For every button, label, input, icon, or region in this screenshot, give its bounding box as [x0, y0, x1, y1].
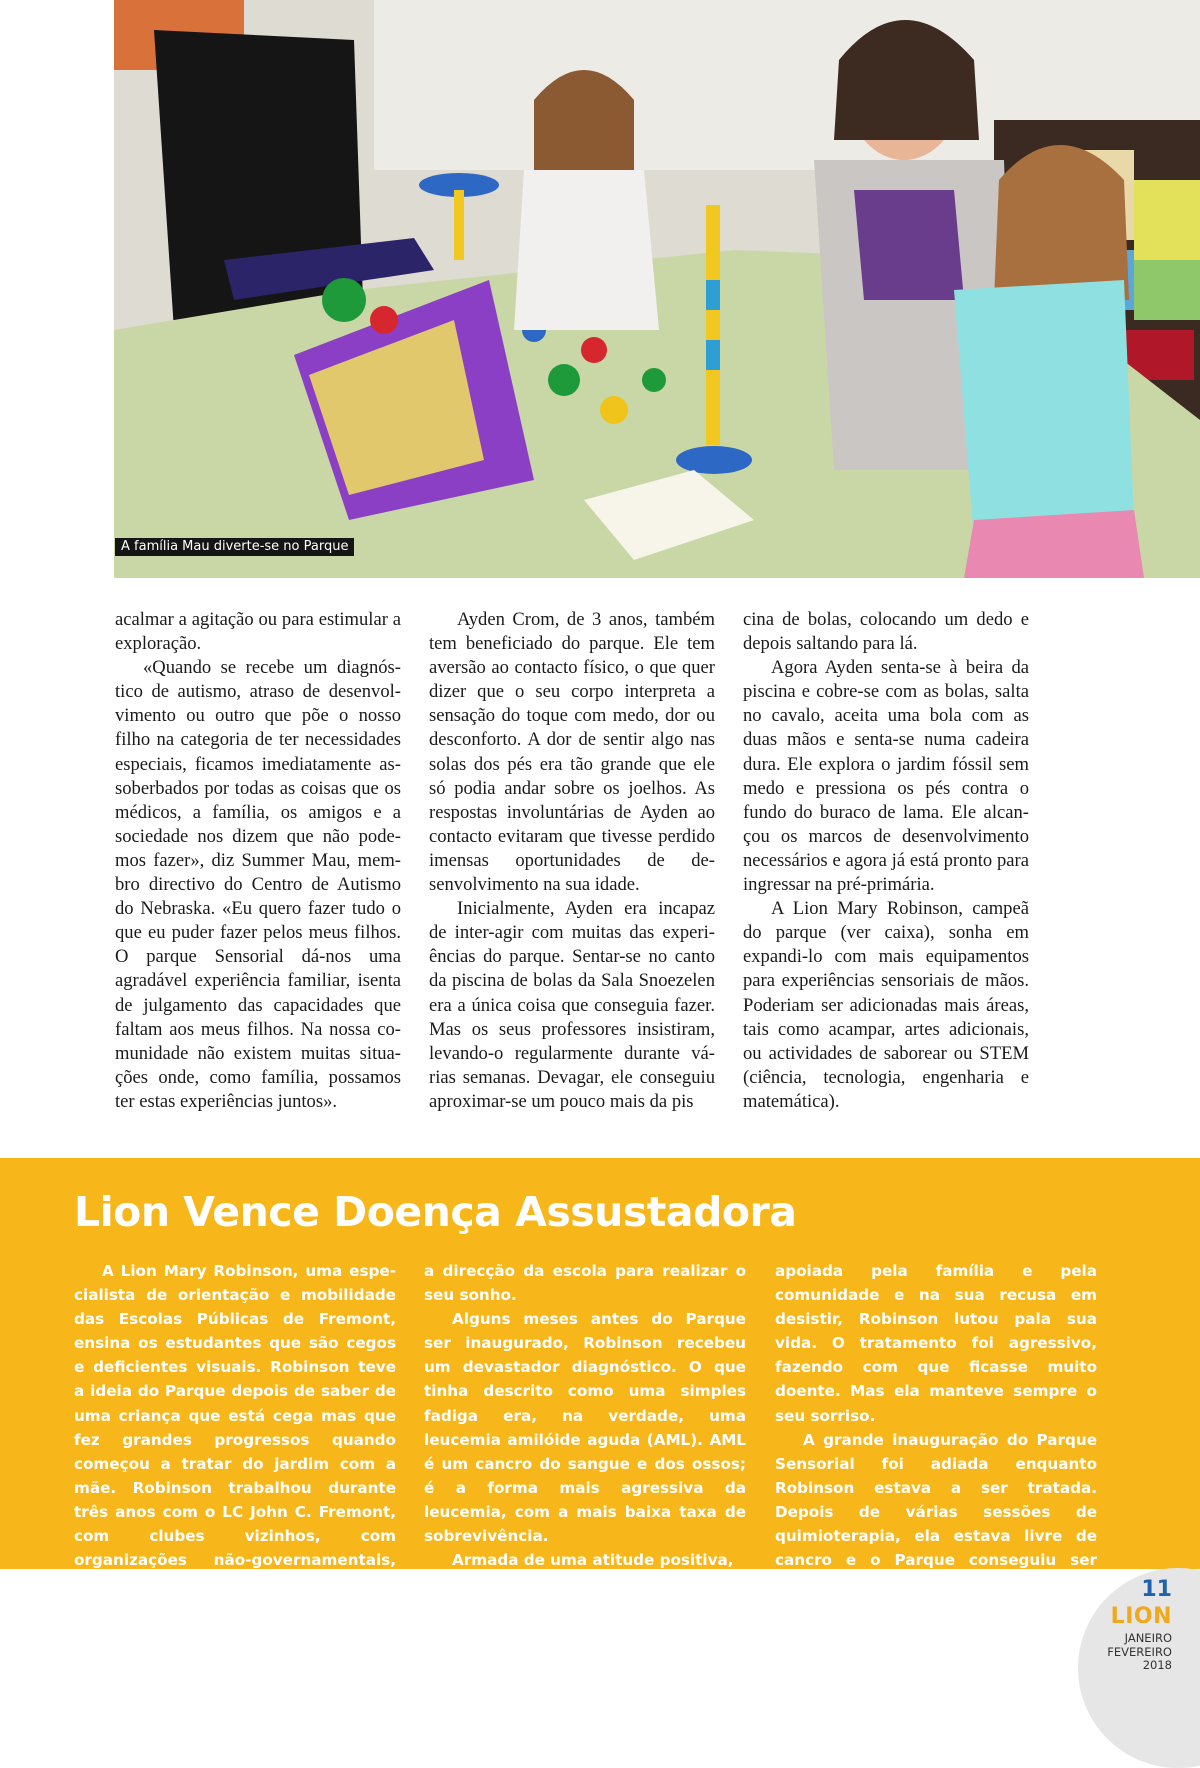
sidebar-column-3	[775, 1259, 1097, 1596]
article-column-1	[115, 608, 401, 1114]
sidebar-paragraph: Armada de uma atitude positiva,	[452, 1551, 734, 1570]
article-paragraph: cina de bolas, colocando um dedo e depois saltando para lá.	[743, 609, 1029, 655]
article-paragraph: Inicialmente, Ayden era incapaz de inter-agir com muitas das experiências do parque. Sentar-se no canto da piscina de bolas da Sala Snoezelen era a única coisa que conseguia fazer. Mas os seus professores insistiram, levando-o regularmente durante várias semanas. Devagar, ele conseguiu aproximar-se um pouco mais da pis	[429, 898, 715, 1112]
article-paragraph: «Quando se recebe um diagnóstico de autismo, atraso de desenvolvimento ou outro que põe o nosso filho na categoria de ter necessidades especiais, ficamos imediatamente assoberbados por todas as coisas que os médicos, a família, os amigos e a sociedade nos dizem que não podemos fazer», diz Summer Mau, membro directivo do Centro de Autismo do Nebraska. «Eu quero fazer tudo o que eu puder fazer pelos meus filhos. O parque Sensorial dá-nos uma agradável experiência familiar, isenta de julgamento das capacidades que faltam aos meus filhos. Na nossa comunidade não existem muitas situações onde, como família, possamos ter estas experiências juntos».	[115, 657, 401, 1112]
folio-circle	[1078, 1568, 1200, 1768]
article-paragraph: A Lion Mary Robinson, campeã do parque (ver caixa), sonha em expandi-lo com mais equipamentos para experiências sensoriais de mãos. Poderiam ser adicionadas mais áreas, tais como acampar, artes adicionais, ou actividades de saborear ou STEM (ciência, tecnologia, engenharia e matemática).	[743, 898, 1029, 1112]
sidebar-paragraph: A Lion Mary Robinson, uma especialista de orientação e mobilidade das Escolas Públicas de Fremont, ensina os estudantes que são cegos e deficientes visuais. Robinson teve a ideia do Parque depois de saber de uma criança que está cega mas que fez grandes progressos quando começou a tratar do jardim com a mãe. Robinson trabalhou durante três anos com o LC John C. Fremont, com clubes vizinhos, com organizações não-governamentais, artistas, arquitectos e	[74, 1262, 396, 1594]
sidebar-paragraph: A grande inauguração do Parque Sensorial foi adiada enquanto Robinson estava a ser tratada. Depois de várias sessões de quimioterapia, ela estava livre de cancro e o Parque conseguiu ser inaugurado com grande entusiasmo.	[775, 1430, 1097, 1594]
issue-month-2: FEVEREIRO	[1107, 1645, 1172, 1659]
article-column-3	[743, 608, 1029, 1114]
page-number: 11	[1141, 1577, 1172, 1602]
magazine-name: LION	[1110, 1604, 1172, 1629]
article-paragraph: Agora Ayden senta-se à beira da piscina e cobre-se com as bolas, salta no cavalo, aceita uma bola com as duas mãos e senta-se numa cadeira dura. Ele explora o jardim fóssil sem medo e pressiona os pés contra o fundo do buraco de lama. Ele alcançou os marcos de desenvolvimento necessários e agora já está pronto para ingressar na pré-primária.	[743, 657, 1029, 896]
sidebar-title: Lion Vence Doença Assustadora	[74, 1188, 797, 1236]
issue-month-1: JANEIRO	[1124, 1631, 1172, 1645]
sidebar-paragraph: a direcção da escola para realizar o seu sonho.	[424, 1262, 746, 1305]
sidebar-column-1	[74, 1259, 396, 1596]
article-paragraph: acalmar a agitação ou para estimular a exploração.	[115, 609, 401, 655]
article-photo	[114, 0, 1200, 578]
article-paragraph: Ayden Crom, de 3 anos, também tem beneficiado do parque. Ele tem aversão ao contacto físico, o que quer dizer que o seu corpo interpreta a sensação do toque com medo, dor ou desconforto. A dor de sentir algo nas solas dos pés era tão grande que ele só podia andar sobre os joelhos. As respostas involuntárias de Ayden ao contacto evitaram que tivesse perdido imensas oportunidades de desenvolvimento na sua idade.	[429, 609, 715, 896]
sidebar-paragraph: Alguns meses antes do Parque ser inaugurado, Robinson recebeu um devastador diagnóstico. O que tinha descrito como uma simples fadiga era, na verdade, uma leucemia amilóide aguda (AML). AML é um cancro do sangue e dos ossos; é a forma mais agressiva da leucemia, com a mais baixa taxa de sobrevivência.	[424, 1310, 746, 1546]
sidebar-column-2	[424, 1259, 746, 1572]
photo-caption: A família Mau diverte-se no Parque	[115, 538, 354, 556]
issue-year: 2018	[1142, 1658, 1172, 1672]
sidebar-paragraph: apoiada pela família e pela comunidade e na sua recusa em desistir, Robinson lutou pala sua vida. O tratamento foi agressivo, fazendo com que ficasse muito doente. Mas ela manteve sempre o seu sorriso.	[775, 1262, 1097, 1425]
article-column-2	[429, 608, 715, 1114]
